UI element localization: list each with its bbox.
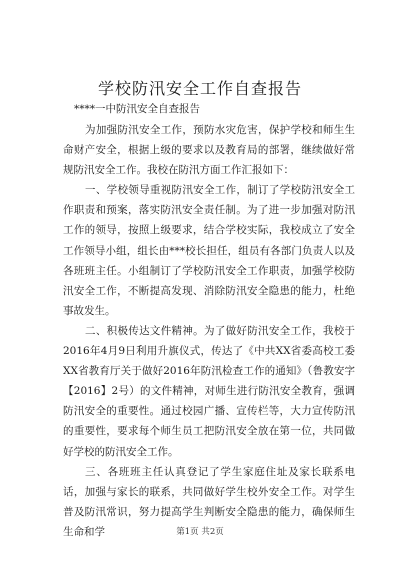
- document-body: [63, 120, 355, 542]
- paragraph-section-1: 一、学校领导重视防汛安全工作，制订了学校防汛安全工作职责和预案，落实防汛安全责任制。为了进一步加强对防汛工作的领导，按照上级要求，结合学校实际，我校成立了安全工作领导小组，组长由***校长担任，组员有各部门负责人以及各班班主任。小组制订了学校防汛安全工作职责，加强学校防汛安全工作，不断提高发现、消除防汛安全隐患的能力，杜绝事故发生。: [63, 184, 355, 317]
- document-subtitle: ****一中防汛安全自查报告: [74, 103, 200, 115]
- paragraph-intro: 为加强防汛安全工作，预防水灾危害，保护学校和师生生命财产安全，根据上级的要求以及教育局的部署，继续做好常规防汛安全工作。我校在防汛方面工作汇报如下：: [63, 124, 355, 177]
- page-footer: 第1页 共2页: [176, 527, 224, 537]
- document-title: 学校防汛安全工作自查报告: [97, 79, 302, 98]
- paragraph-section-2: 二、积极传达文件精神。为了做好防汛安全工作，我校于2016年4月9日利用升旗仪式，传达了《中共XX省委高校工委XX省教育厅关于做好2016年防汛检查工作的通知》（鲁教安字【2016】2号）的文件精神，对师生进行防汛安全教育，强调防汛安全的重要性。通过校园广播、宣传栏等，大力宣传防汛的重要性，要求每个师生员工把防汛安全放在第一位，共同做好学校的防汛安全工作。: [63, 324, 355, 458]
- paragraph-section-3: 三、各班班主任认真登记了学生家庭住址及家长联系电话，加强与家长的联系，共同做好学生校外安全工作。对学生普及防汛常识，努力提高学生判断安全隐患的能力，确保师生生命和学: [63, 465, 355, 538]
